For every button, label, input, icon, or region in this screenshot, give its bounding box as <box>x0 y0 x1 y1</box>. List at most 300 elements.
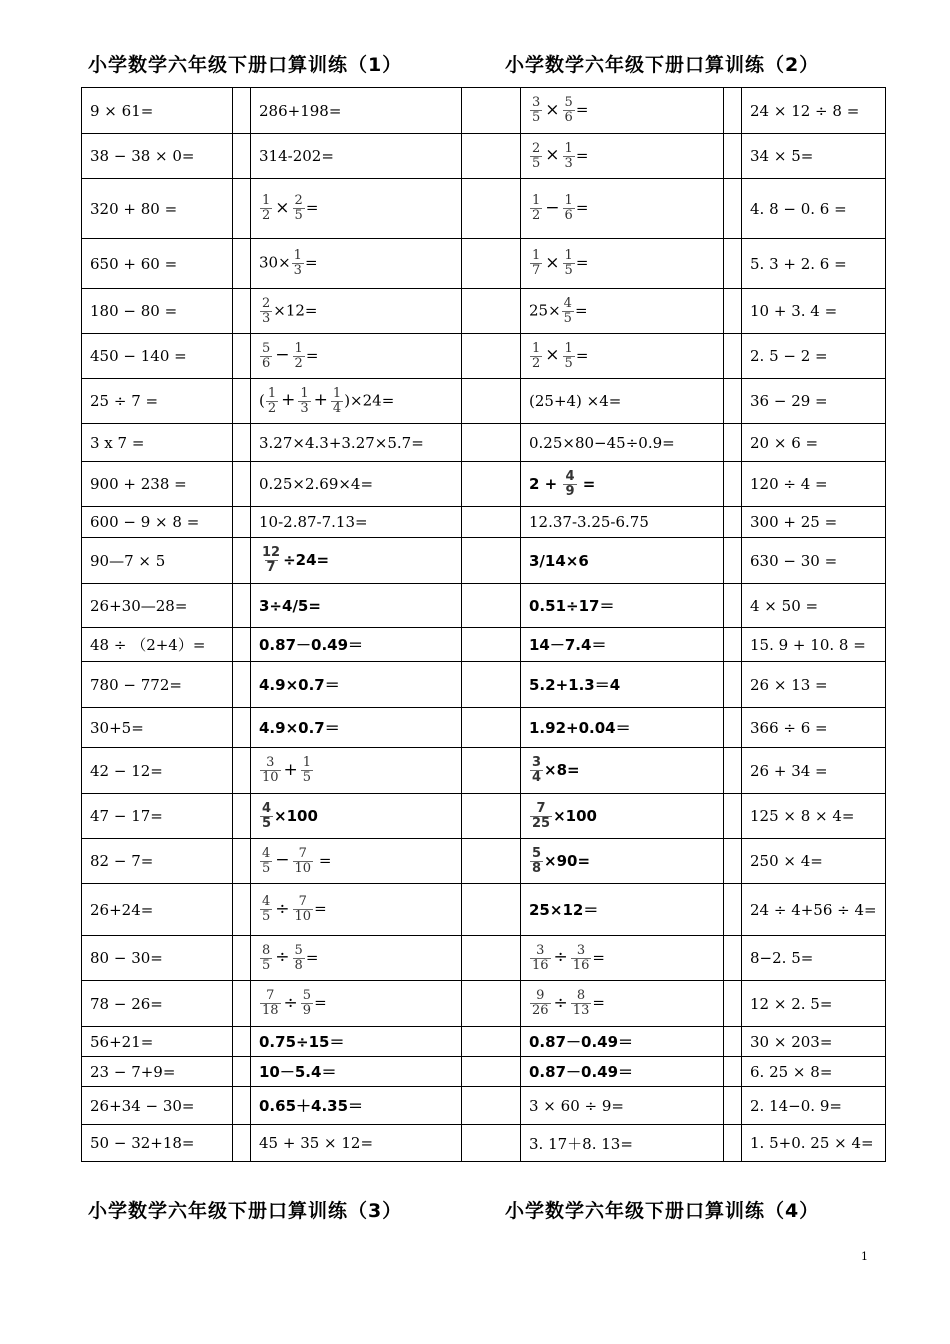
expression-part: ÷24= <box>283 551 330 569</box>
fraction-numerator: 1 <box>532 340 541 356</box>
expression-part: = <box>575 146 589 164</box>
middle-gap-cell <box>462 936 521 981</box>
problem-cell: 286+198= <box>251 88 462 134</box>
fraction-denominator: 4 <box>532 770 542 785</box>
spacer-cell <box>233 1125 251 1162</box>
expression-part: − <box>275 850 290 870</box>
fraction <box>293 194 305 223</box>
fraction <box>563 96 575 125</box>
spacer-cell <box>233 424 251 462</box>
expression-part: = <box>305 346 319 364</box>
spacer-cell <box>233 334 251 379</box>
table-row <box>82 1057 886 1087</box>
problem-cell: 320 + 80 = <box>82 179 233 239</box>
expression-part: = <box>592 993 605 1012</box>
problem-cell: 0.87－0.49＝ <box>521 1027 724 1057</box>
problem-cell: 1. 5+0. 25 × 4= <box>742 1125 886 1162</box>
fraction-numerator: 3 <box>532 755 542 770</box>
expression-part: ÷ <box>553 947 568 967</box>
problem-cell: 10 + 3. 4 = <box>742 289 886 334</box>
middle-gap-cell <box>462 981 521 1027</box>
expression-part: = <box>305 198 319 217</box>
fraction <box>260 297 272 326</box>
expression-part: = <box>575 346 589 364</box>
fraction-numerator: 4 <box>262 894 271 909</box>
fraction-denominator: 26 <box>532 1003 549 1018</box>
middle-gap-cell <box>462 88 521 134</box>
fraction <box>530 989 551 1018</box>
fraction-denominator: 6 <box>564 110 573 125</box>
fraction-denominator: 13 <box>572 1003 590 1018</box>
fraction-denominator: 5 <box>564 263 573 278</box>
spacer-cell <box>233 88 251 134</box>
fraction-denominator: 5 <box>294 208 303 223</box>
fraction-numerator: 1 <box>532 248 541 263</box>
fraction-numerator: 1 <box>564 193 573 208</box>
table-row <box>82 1027 886 1057</box>
problem-cell <box>521 179 724 239</box>
expression-part: = <box>592 948 605 966</box>
fraction-denominator: 5 <box>532 110 541 125</box>
problem-cell: 30+5= <box>82 708 233 748</box>
fraction-denominator: 3 <box>262 310 271 326</box>
table-row <box>82 584 886 628</box>
spacer-cell <box>233 628 251 662</box>
fraction-denominator: 2 <box>267 400 277 416</box>
fraction <box>571 944 592 973</box>
middle-gap-cell <box>462 584 521 628</box>
spacer-cell <box>724 179 742 239</box>
problem-cell: 26+34 − 30= <box>82 1087 233 1125</box>
fraction-numerator: 2 <box>262 295 271 311</box>
fraction <box>530 802 552 831</box>
fraction-numerator: 9 <box>536 988 545 1003</box>
problem-cell: 0.65＋4.35＝ <box>251 1087 462 1125</box>
table-row <box>82 507 886 538</box>
table-row <box>82 839 886 884</box>
fraction-denominator: 9 <box>302 1003 312 1018</box>
expression-part: = <box>575 198 589 217</box>
spacer-cell <box>233 708 251 748</box>
fraction <box>260 989 281 1018</box>
page-number: 1 <box>861 1250 868 1263</box>
middle-gap-cell <box>462 334 521 379</box>
problem-cell: 56+21= <box>82 1027 233 1057</box>
fraction-numerator: 3 <box>536 942 545 958</box>
table-row <box>82 884 886 936</box>
spacer-cell <box>724 839 742 884</box>
table-row <box>82 239 886 289</box>
fraction-numerator: 3 <box>532 95 541 110</box>
spacer-cell <box>724 748 742 794</box>
fraction-denominator: 2 <box>262 208 271 223</box>
problem-cell: 0.87－0.49＝ <box>521 1057 724 1087</box>
fraction <box>563 249 575 278</box>
problem-cell <box>251 936 462 981</box>
calculation-table <box>81 87 886 1162</box>
problem-cell: 2. 5 − 2 = <box>742 334 886 379</box>
middle-gap-cell <box>462 839 521 884</box>
spacer-cell <box>724 379 742 424</box>
spacer-cell <box>233 662 251 708</box>
spacer-cell <box>724 334 742 379</box>
fraction-numerator: 8 <box>576 988 586 1003</box>
table-row <box>82 424 886 462</box>
problem-cell: 25×12＝ <box>521 884 724 936</box>
spacer-cell <box>233 794 251 839</box>
problem-cell: 4.9×0.7＝ <box>251 662 462 708</box>
problem-cell: 0.87－0.49＝ <box>251 628 462 662</box>
problem-cell <box>521 334 724 379</box>
problem-cell <box>251 538 462 584</box>
table-row <box>82 794 886 839</box>
fraction-numerator: 5 <box>294 942 303 958</box>
table-row <box>82 462 886 507</box>
fraction-denominator: 2 <box>532 208 541 223</box>
middle-gap-cell <box>462 794 521 839</box>
middle-gap-cell <box>462 289 521 334</box>
expression-part: 30× <box>259 253 291 272</box>
fraction-denominator: 25 <box>532 815 551 831</box>
spacer-cell <box>724 1057 742 1087</box>
fraction-numerator: 4 <box>565 468 575 484</box>
fraction-denominator: 16 <box>572 957 590 973</box>
table-row <box>82 538 886 584</box>
spacer-cell <box>233 839 251 884</box>
problem-cell <box>251 289 462 334</box>
problem-cell: (25+4) ×4= <box>521 379 724 424</box>
expression-part: ( <box>259 391 265 409</box>
expression-part: = <box>305 948 319 966</box>
problem-cell <box>251 839 462 884</box>
fraction <box>260 802 273 831</box>
fraction-numerator: 12 <box>262 545 281 560</box>
fraction <box>301 756 313 785</box>
expression-part: × <box>545 252 560 273</box>
fraction-numerator: 4 <box>262 845 271 861</box>
problem-cell: 26+30—28= <box>82 584 233 628</box>
fraction-numerator: 7 <box>298 894 307 909</box>
problem-cell <box>251 794 462 839</box>
problem-cell: 12 × 2. 5= <box>742 981 886 1027</box>
expression-part: ×12= <box>273 301 318 319</box>
problem-cell: 6. 25 × 8= <box>742 1057 886 1087</box>
fraction <box>563 470 576 499</box>
expression-part: = <box>314 851 332 869</box>
fraction-denominator: 5 <box>532 155 541 171</box>
problem-cell: 26 × 13 = <box>742 662 886 708</box>
middle-gap-cell <box>462 748 521 794</box>
spacer-cell <box>233 981 251 1027</box>
fraction-numerator: 1 <box>294 340 303 356</box>
spacer-cell <box>724 424 742 462</box>
table-row <box>82 334 886 379</box>
problem-cell: 900 + 238 = <box>82 462 233 507</box>
problem-cell <box>521 981 724 1027</box>
fraction <box>293 342 305 371</box>
fraction <box>293 895 314 924</box>
problem-cell: 0.75÷15＝ <box>251 1027 462 1057</box>
middle-gap-cell <box>462 1057 521 1087</box>
expression-part: = <box>575 253 589 272</box>
fraction-denominator: 7 <box>532 263 541 278</box>
spacer-cell <box>233 379 251 424</box>
problem-cell: 8−2. 5= <box>742 936 886 981</box>
fraction <box>530 847 543 876</box>
expression-part: + <box>313 390 328 410</box>
problem-cell: 25 ÷ 7 = <box>82 379 233 424</box>
fraction <box>260 847 272 876</box>
fraction-numerator: 1 <box>267 385 277 401</box>
spacer-cell <box>724 936 742 981</box>
fraction-denominator: 4 <box>332 400 342 416</box>
spacer-cell <box>233 538 251 584</box>
problem-cell: 3÷4/5= <box>251 584 462 628</box>
table-row <box>82 662 886 708</box>
fraction <box>266 387 278 416</box>
problem-cell: 45 + 35 × 12= <box>251 1125 462 1162</box>
expression-part: 25× <box>529 301 561 319</box>
spacer-cell <box>233 1027 251 1057</box>
middle-gap-cell <box>462 1027 521 1057</box>
expression-part: ÷ <box>275 898 290 919</box>
problem-cell: 120 ÷ 4 = <box>742 462 886 507</box>
fraction <box>298 387 310 416</box>
expression-part: = <box>314 899 327 918</box>
expression-part: − <box>275 345 290 365</box>
fraction <box>530 249 542 278</box>
middle-gap-cell <box>462 884 521 936</box>
spacer-cell <box>724 794 742 839</box>
fraction-denominator: 5 <box>262 860 271 876</box>
middle-gap-cell <box>462 179 521 239</box>
problem-cell: 50 − 32+18= <box>82 1125 233 1162</box>
fraction-denominator: 2 <box>294 355 303 371</box>
spacer-cell <box>724 884 742 936</box>
problem-cell <box>521 88 724 134</box>
fraction <box>301 989 313 1018</box>
table-row <box>82 1125 886 1162</box>
problem-cell: 0.25×80−45÷0.9= <box>521 424 724 462</box>
fraction-denominator: 6 <box>564 208 573 223</box>
problem-cell: 300 + 25 = <box>742 507 886 538</box>
problem-cell: 3.27×4.3+3.27×5.7= <box>251 424 462 462</box>
problem-cell <box>521 462 724 507</box>
spacer-cell <box>233 1087 251 1125</box>
fraction-numerator: 2 <box>294 193 303 208</box>
spacer-cell <box>724 538 742 584</box>
table-row <box>82 748 886 794</box>
spacer-cell <box>724 134 742 179</box>
fraction <box>571 989 592 1018</box>
problem-cell <box>251 981 462 1027</box>
middle-gap-cell <box>462 538 521 584</box>
middle-gap-cell <box>462 462 521 507</box>
expression-part: × <box>545 345 560 365</box>
problem-cell: 4. 8 − 0. 6 = <box>742 179 886 239</box>
problem-cell <box>521 936 724 981</box>
problem-cell: 250 × 4= <box>742 839 886 884</box>
expression-part: − <box>545 197 560 218</box>
spacer-cell <box>233 289 251 334</box>
problem-cell: 78 − 26= <box>82 981 233 1027</box>
problem-cell: 366 ÷ 6 = <box>742 708 886 748</box>
spacer-cell <box>724 1027 742 1057</box>
fraction-denominator: 6 <box>262 355 271 371</box>
problem-cell: 26 + 34 = <box>742 748 886 794</box>
fraction-numerator: 1 <box>302 755 312 770</box>
expression-part: × <box>545 145 560 165</box>
fraction-denominator: 3 <box>293 263 302 278</box>
problem-cell: 5.2+1.3＝4 <box>521 662 724 708</box>
problem-cell: 2. 14−0. 9= <box>742 1087 886 1125</box>
problem-cell: 3/14×6 <box>521 538 724 584</box>
problem-cell: 20 × 6 = <box>742 424 886 462</box>
problem-cell: 42 − 12= <box>82 748 233 794</box>
problem-cell: 4 × 50 = <box>742 584 886 628</box>
problem-cell: 90—7 × 5 <box>82 538 233 584</box>
fraction-numerator: 5 <box>302 988 312 1003</box>
fraction-denominator: 10 <box>262 770 279 785</box>
expression-part: = <box>574 301 588 319</box>
table-row <box>82 936 886 981</box>
problem-cell: 34 × 5= <box>742 134 886 179</box>
fraction <box>530 944 551 973</box>
fraction-numerator: 5 <box>532 845 542 861</box>
problem-cell: 82 − 7= <box>82 839 233 884</box>
fraction <box>530 96 542 125</box>
problem-cell: 24 × 12 ÷ 8 = <box>742 88 886 134</box>
problem-cell: 180 − 80 = <box>82 289 233 334</box>
problem-cell: 14－7.4＝ <box>521 628 724 662</box>
fraction-numerator: 5 <box>262 340 271 356</box>
problem-cell: 4.9×0.7＝ <box>251 708 462 748</box>
fraction <box>530 142 542 171</box>
expression-part: )×24= <box>344 391 395 409</box>
problem-cell <box>521 794 724 839</box>
fraction-denominator: 5 <box>262 815 272 831</box>
fraction-denominator: 9 <box>565 483 575 499</box>
problem-cell: 0.25×2.69×4= <box>251 462 462 507</box>
fraction <box>260 342 272 371</box>
fraction-numerator: 1 <box>564 140 573 156</box>
problem-cell: 80 − 30= <box>82 936 233 981</box>
fraction-denominator: 5 <box>302 770 312 785</box>
problem-cell <box>251 239 462 289</box>
problem-cell <box>251 379 462 424</box>
expression-part: ×90= <box>544 851 591 870</box>
fraction <box>292 249 304 278</box>
middle-gap-cell <box>462 662 521 708</box>
problem-cell: 314-202= <box>251 134 462 179</box>
fraction-numerator: 1 <box>564 340 573 356</box>
spacer-cell <box>233 507 251 538</box>
problem-cell: 23 − 7+9= <box>82 1057 233 1087</box>
fraction <box>563 342 575 371</box>
middle-gap-cell <box>462 628 521 662</box>
spacer-cell <box>233 884 251 936</box>
problem-cell <box>521 134 724 179</box>
fraction-denominator: 16 <box>532 957 549 973</box>
problem-cell <box>251 179 462 239</box>
worksheet-title-2: 小学数学六年级下册口算训练（2） <box>505 54 820 76</box>
fraction-denominator: 8 <box>294 957 303 973</box>
table-row <box>82 981 886 1027</box>
problem-cell: 30 × 203= <box>742 1027 886 1057</box>
problem-cell: 1.92+0.04＝ <box>521 708 724 748</box>
expression-part: + <box>283 759 298 780</box>
fraction <box>563 142 575 171</box>
problem-cell: 12.37-3.25-6.75 <box>521 507 724 538</box>
problem-cell: 36 − 29 = <box>742 379 886 424</box>
fraction-denominator: 2 <box>532 355 541 371</box>
problem-cell: 450 − 140 = <box>82 334 233 379</box>
spacer-cell <box>724 662 742 708</box>
problem-cell: 600 − 9 × 8 = <box>82 507 233 538</box>
table-row <box>82 88 886 134</box>
fraction <box>530 756 543 785</box>
fraction-numerator: 1 <box>332 385 342 401</box>
fraction <box>562 297 574 326</box>
fraction-denominator: 5 <box>564 355 573 371</box>
fraction-denominator: 5 <box>563 310 572 326</box>
spacer-cell <box>724 1125 742 1162</box>
expression-part: × <box>275 197 290 218</box>
problem-cell: 780 − 772= <box>82 662 233 708</box>
spacer-cell <box>724 507 742 538</box>
spacer-cell <box>724 628 742 662</box>
middle-gap-cell <box>462 1125 521 1162</box>
middle-gap-cell <box>462 134 521 179</box>
fraction-denominator: 5 <box>262 957 271 973</box>
fraction <box>260 546 282 575</box>
problem-cell: 47 − 17= <box>82 794 233 839</box>
middle-gap-cell <box>462 424 521 462</box>
worksheet-title-4: 小学数学六年级下册口算训练（4） <box>505 1200 820 1222</box>
problem-cell: 0.51÷17＝ <box>521 584 724 628</box>
fraction <box>331 387 343 416</box>
fraction-numerator: 1 <box>293 248 302 263</box>
expression-part: ÷ <box>283 992 298 1013</box>
problem-cell: 10－5.4＝ <box>251 1057 462 1087</box>
spacer-cell <box>233 462 251 507</box>
spacer-cell <box>724 239 742 289</box>
calculation-rows <box>82 88 886 1162</box>
problem-cell <box>251 334 462 379</box>
fraction <box>530 194 542 223</box>
expression-part: 2 + <box>529 474 563 493</box>
problem-cell: 38 − 38 × 0= <box>82 134 233 179</box>
spacer-cell <box>724 462 742 507</box>
fraction-numerator: 4 <box>563 295 572 311</box>
spacer-cell <box>724 1087 742 1125</box>
problem-cell: 3 x 7 = <box>82 424 233 462</box>
fraction <box>260 194 272 223</box>
fraction <box>530 342 542 371</box>
fraction-denominator: 10 <box>294 909 312 924</box>
expression-part: ×100 <box>274 806 318 825</box>
expression-part: ×8= <box>544 761 580 779</box>
spacer-cell <box>233 179 251 239</box>
expression-part: × <box>545 99 560 120</box>
problem-cell: 650 + 60 = <box>82 239 233 289</box>
problem-cell <box>251 884 462 936</box>
problem-cell: 3 × 60 ÷ 9= <box>521 1087 724 1125</box>
spacer-cell <box>724 584 742 628</box>
middle-gap-cell <box>462 1087 521 1125</box>
expression-part: = <box>304 253 318 272</box>
fraction <box>293 944 305 973</box>
